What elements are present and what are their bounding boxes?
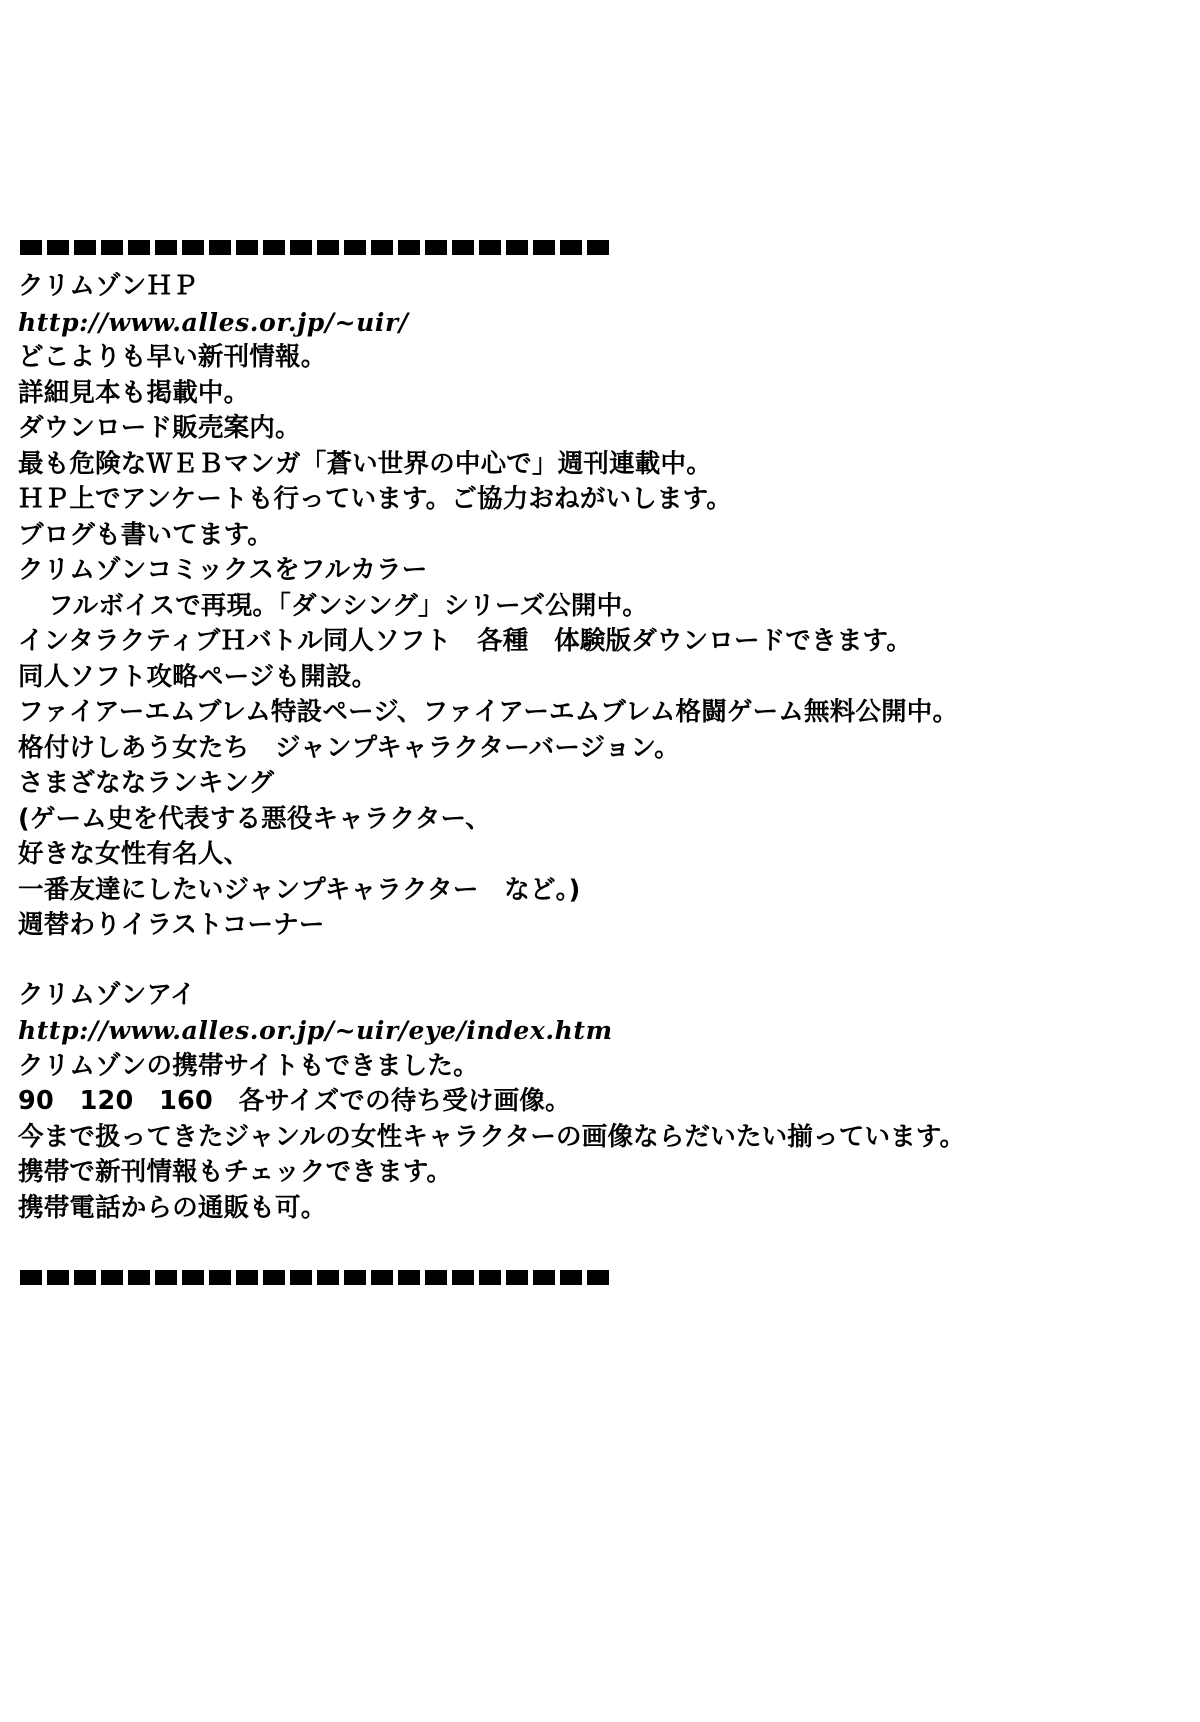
info-line: クリムゾンアイ (18, 979, 196, 1010)
divider-block (317, 240, 339, 255)
divider-block (398, 240, 420, 255)
divider-block (425, 1270, 447, 1285)
divider-block (182, 240, 204, 255)
divider-block (344, 240, 366, 255)
divider-block (371, 240, 393, 255)
info-line: 一番友達にしたいジャンプキャラクター など。) (18, 874, 581, 905)
divider-block (182, 1270, 204, 1285)
divider-bottom (20, 1270, 1158, 1285)
info-line: さまざななランキング (18, 768, 275, 798)
section-gap (18, 944, 1158, 978)
divider-block (506, 240, 528, 255)
divider-block (398, 1270, 420, 1285)
divider-block (452, 1270, 474, 1285)
divider-block (425, 240, 447, 255)
info-line: 同人ソフト攻略ページも開設。 (18, 661, 378, 692)
divider-block (290, 240, 312, 255)
divider-block (47, 240, 69, 255)
divider-block (236, 240, 258, 255)
info-line: どこよりも早い新刊情報。 (18, 342, 327, 372)
divider-block (209, 1270, 231, 1285)
info-line: クリムゾンコミックスをフルカラー (18, 555, 428, 585)
divider-block (533, 240, 555, 255)
info-line: 携帯電話からの通販も可。 (18, 1192, 327, 1223)
divider-block (587, 240, 609, 255)
section-crimson-eye (18, 978, 1158, 1227)
divider-block (587, 1270, 609, 1285)
site-url-text: http://www.alles.or.jp/~uir/ (18, 307, 409, 337)
info-line: 携帯で新刊情報もチェックできます。 (18, 1157, 453, 1187)
divider-block (479, 1270, 501, 1285)
divider-block (101, 240, 123, 255)
divider-block (317, 1270, 339, 1285)
info-line: フルボイスで再現。「ダンシング」シリーズ公開中。 (48, 590, 648, 621)
section-crimson-hp (18, 269, 1158, 944)
divider-block (128, 1270, 150, 1285)
divider-block (236, 1270, 258, 1285)
info-line: 詳細見本も掲載中。 (18, 377, 250, 408)
info-line: (ゲーム史を代表する悪役キャラクター、 (18, 803, 491, 834)
divider-block (560, 1270, 582, 1285)
info-panel (18, 240, 1158, 1285)
divider-block (74, 1270, 96, 1285)
info-line: ブログも書いてます。 (18, 519, 273, 550)
info-line: ダウンロード販売案内。 (18, 413, 301, 443)
info-line: 最も危険なＷＥＢマンガ「蒼い世界の中心で」週刊連載中。 (18, 448, 712, 479)
divider-block (533, 1270, 555, 1285)
info-line: 90 120 160 各サイズでの待ち受け画像。 (18, 1086, 571, 1116)
info-line: ファイアーエムブレム特設ページ、ファイアーエムブレム格闘ゲーム無料公開中。 (18, 697, 959, 727)
divider-block (47, 1270, 69, 1285)
info-line: 好きな女性有名人、 (18, 839, 250, 869)
site-url-text: http://www.alles.or.jp/~uir/eye/index.htm (18, 1016, 613, 1045)
divider-block (155, 240, 177, 255)
divider-block (20, 1270, 42, 1285)
divider-block (479, 240, 501, 255)
divider-block (263, 240, 285, 255)
divider-block (560, 240, 582, 255)
info-line: インタラクティブＨバトル同人ソフト 各種 体験版ダウンロードできます。 (18, 626, 912, 656)
info-line: 今まで扱ってきたジャンルの女性キャラクターの画像ならだいたい揃っています。 (18, 1121, 966, 1152)
divider-block (20, 240, 42, 255)
divider-block (128, 240, 150, 255)
divider-block (290, 1270, 312, 1285)
divider-block (452, 240, 474, 255)
info-line: 格付けしあう女たち ジャンプキャラクターバージョン。 (18, 732, 680, 763)
divider-block (263, 1270, 285, 1285)
info-line: 週替わりイラストコーナー (18, 910, 325, 940)
divider-block (344, 1270, 366, 1285)
divider-block (209, 240, 231, 255)
divider-top (20, 240, 1158, 255)
divider-block (371, 1270, 393, 1285)
divider-block (506, 1270, 528, 1285)
divider-block (101, 1270, 123, 1285)
info-line: ＨＰ上でアンケートも行っています。ご協力おねがいします。 (18, 484, 732, 514)
divider-block (155, 1270, 177, 1285)
info-line: クリムゾンＨＰ (18, 271, 198, 301)
divider-block (74, 240, 96, 255)
info-line: クリムゾンの携帯サイトもできました。 (18, 1050, 479, 1081)
